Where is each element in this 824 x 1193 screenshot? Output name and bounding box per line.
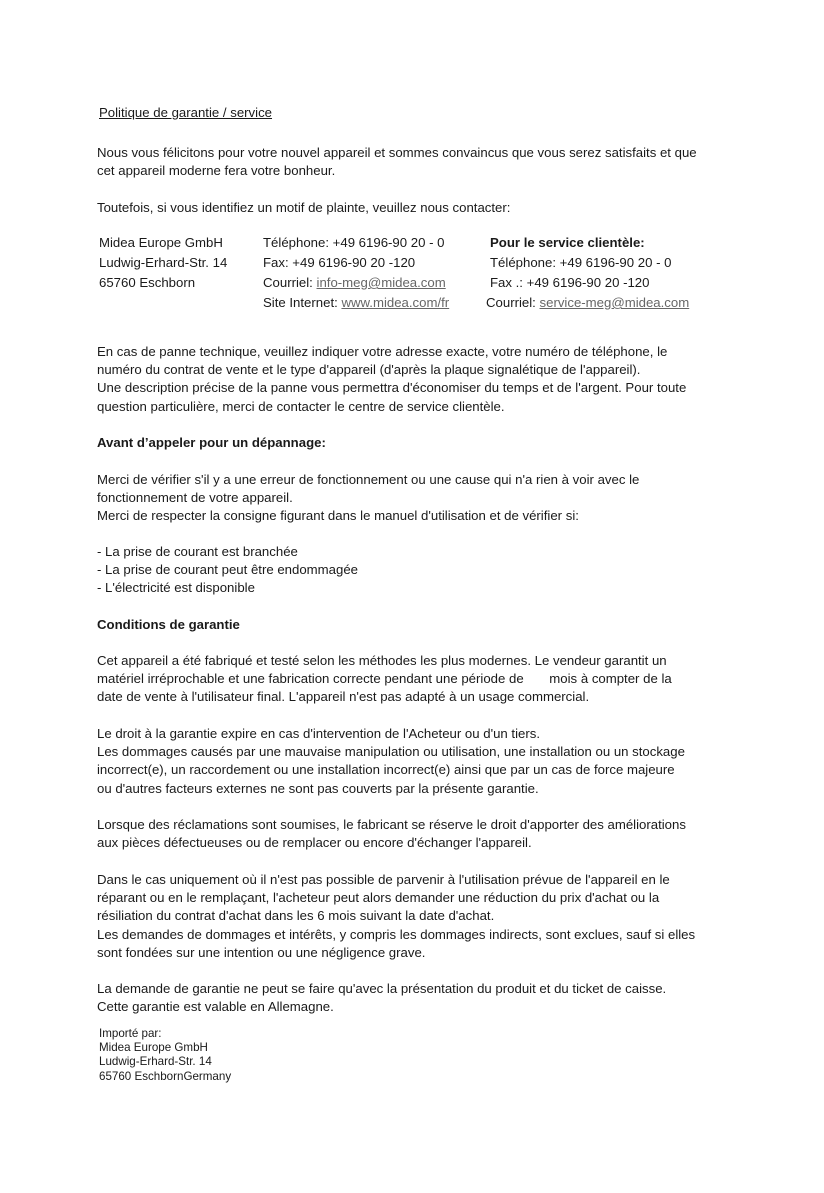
contact-phone: Téléphone: +49 6196-90 20 - 0 — [263, 235, 445, 250]
avant-paragraph — [97, 471, 737, 526]
conditions-line: ou d'autres facteurs externes ne sont pas couverts par la présente garantie. — [97, 780, 539, 796]
conditions-line: Le droit à la garantie expire en cas d'intervention de l'Acheteur ou d'un tiers. — [97, 726, 541, 741]
avant-heading: Avant d’appeler pour un dépannage: — [97, 435, 326, 450]
contact-prompt: Toutefois, si vous identifiez un motif de plainte, veuillez nous contacter: — [97, 200, 511, 215]
conditions-line: Lorsque des réclamations sont soumises, le fabricant se réserve le droit d'apporter des améliorations — [97, 817, 686, 832]
conditions-line: date de vente à l'utilisateur final. L'appareil n'est pas adapté à un usage commercial. — [97, 689, 590, 705]
checklist-item: - La prise de courant est branchée — [97, 544, 298, 559]
importer-line: Ludwig-Erhard-Str. 14 — [99, 1055, 212, 1069]
importer-block — [99, 1027, 231, 1084]
avant-line: Merci de respecter la consigne figurant dans le manuel d'utilisation et de vérifier si: — [97, 508, 579, 524]
conditions-paragraph-2 — [97, 725, 737, 798]
importer-line: 65760 EschbornGermany — [99, 1069, 232, 1083]
conditions-line: aux pièces défectueuses ou de remplacer ou encore d'échanger l'appareil. — [97, 835, 532, 851]
checklist-item: - La prise de courant peut être endommagée — [97, 562, 358, 578]
conditions-line: Cet appareil a été fabriqué et testé selon les méthodes les plus modernes. Le vendeur garantit un — [97, 653, 667, 668]
intro-line: Nous vous félicitons pour votre nouvel appareil et sommes convaincus que vous serez satisfaits et que — [97, 145, 697, 160]
panne-line: En cas de panne technique, veuillez indiquer votre adresse exacte, votre numéro de téléphone, le — [97, 344, 668, 359]
contact-email-label: Courriel: — [263, 275, 313, 290]
panne-line: numéro du contrat de vente et le type d'appareil (d'après la plaque signalétique de l'appareil). — [97, 362, 641, 378]
contact-email-link[interactable]: info-meg@midea.com — [316, 275, 446, 290]
panne-paragraph — [97, 343, 737, 416]
conditions-paragraph-3 — [97, 816, 737, 852]
address-street: Ludwig-Erhard-Str. 14 — [99, 255, 228, 270]
conditions-line: matériel irréprochable et une fabrication correcte pendant une période de mois à compter de la — [97, 671, 672, 687]
intro-paragraph — [97, 144, 737, 180]
checklist-item: - L'électricité est disponible — [97, 580, 255, 596]
conditions-paragraph-4 — [97, 871, 737, 962]
service-email-row — [486, 294, 689, 312]
conditions-paragraph-1 — [97, 652, 737, 707]
conditions-line: La demande de garantie ne peut se faire qu'avec la présentation du produit et du ticket de caisse. — [97, 981, 667, 996]
conditions-line: Les dommages causés par une mauvaise manipulation ou utilisation, une installation ou un stockage — [97, 744, 685, 760]
service-fax: Fax .: +49 6196-90 20 -120 — [490, 275, 650, 290]
address-company: Midea Europe GmbH — [99, 235, 223, 250]
service-heading: Pour le service clientèle: — [490, 235, 645, 250]
conditions-line: incorrect(e), un raccordement ou une installation incorrect(e) ainsi que par un cas de force majeure — [97, 762, 675, 778]
conditions-paragraph-5 — [97, 980, 737, 1016]
contact-fax: Fax: +49 6196-90 20 -120 — [263, 255, 416, 270]
panne-line: Une description précise de la panne vous permettra d'économiser du temps et de l'argent. Pour toute — [97, 380, 687, 396]
importer-line: Midea Europe GmbH — [99, 1041, 208, 1055]
contact-site-link[interactable]: www.midea.com/fr — [341, 295, 450, 310]
conditions-heading: Conditions de garantie — [97, 617, 240, 632]
checklist — [97, 543, 737, 598]
importer-line: Importé par: — [99, 1027, 162, 1040]
intro-line: cet appareil moderne fera votre bonheur. — [97, 163, 336, 179]
service-email-label: Courriel: — [486, 295, 536, 310]
conditions-line: Cette garantie est valable en Allemagne. — [97, 999, 334, 1015]
service-phone: Téléphone: +49 6196-90 20 - 0 — [490, 255, 672, 270]
conditions-line: Les demandes de dommages et intérêts, y compris les dommages indirects, sont exclues, sauf si elles — [97, 926, 696, 942]
conditions-line: Dans le cas uniquement où il n'est pas possible de parvenir à l'utilisation prévue de l'appareil en le — [97, 872, 670, 887]
address-city: 65760 Eschborn — [99, 275, 196, 290]
conditions-line: réparant ou en le remplaçant, l'acheteur peut alors demander une réduction du prix d'achat ou la — [97, 890, 660, 906]
contact-site-row — [263, 294, 449, 312]
conditions-line: résiliation du contrat d'achat dans les 6 mois suivant la date d'achat. — [97, 908, 495, 924]
panne-line: question particulière, merci de contacter le centre de service clientèle. — [97, 398, 505, 414]
avant-line: Merci de vérifier s'il y a une erreur de fonctionnement ou une cause qui n'a rien à voir avec le — [97, 472, 640, 487]
page-title: Politique de garantie / service — [99, 105, 273, 120]
service-email-link[interactable]: service-meg@midea.com — [539, 295, 690, 310]
contact-email-row — [263, 274, 446, 292]
contact-site-label: Site Internet: — [263, 295, 338, 310]
conditions-line: sont fondées sur une intention ou une négligence grave. — [97, 944, 426, 960]
avant-line: fonctionnement de votre appareil. — [97, 490, 293, 506]
